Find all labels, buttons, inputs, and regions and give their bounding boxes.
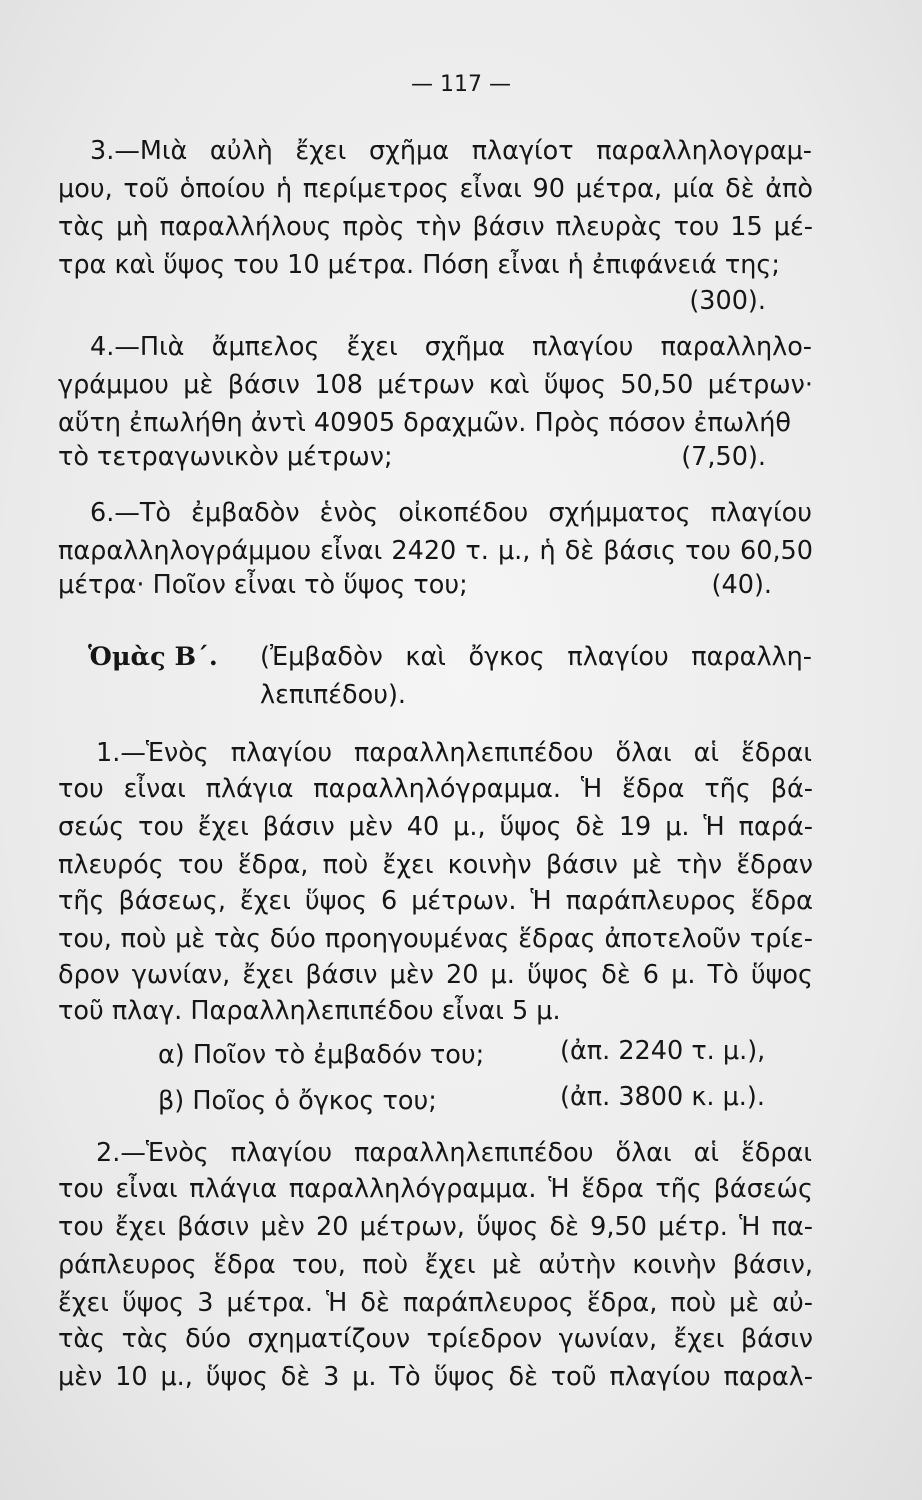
problem-4-line-4: τὸ τετραγωνικὸν μέτρων; bbox=[58, 442, 393, 472]
problem-b1-line-3: σεώς του ἔχει βάσιν μὲν 40 μ., ὕψος δὲ 19 μ. Ἡ παρά- bbox=[58, 812, 813, 842]
problem-b1-line-2: του εἶναι πλάγια παραλληλόγραμμα. Ἡ ἕδρα τῆς βά- bbox=[58, 774, 813, 804]
problem-4-line-1: 4.—Πιὰ ἄμπελος ἔχει σχῆμα πλαγίου παραλληλο- bbox=[90, 332, 812, 362]
problem-b1-question-a: α) Ποῖον τὸ ἐμβαδόν του; bbox=[158, 1040, 485, 1070]
problem-6-line-3: μέτρα· Ποῖον εἶναι τὸ ὕψος του; bbox=[58, 570, 468, 600]
problem-4-answer: (7,50). bbox=[681, 442, 766, 472]
problem-b2-line-2: του εἶναι πλάγια παραλληλόγραμμα. Ἡ ἕδρα τῆς βάσεώς bbox=[58, 1174, 813, 1204]
problem-b1-line-1: 1.—Ἑνὸς πλαγίου παραλληλεπιπέδου ὅλαι αἱ ἕδραι bbox=[96, 738, 812, 768]
problem-b2-line-6: τὰς τὰς δύο σχηματίζουν τρίεδρον γωνίαν, ἔχει βάσιν bbox=[58, 1324, 813, 1354]
group-b-label: Ὁμὰς Β΄. bbox=[88, 642, 218, 672]
problem-3-line-3: τὰς μὴ παραλλήλους πρὸς τὴν βάσιν πλευρὰς του 15 μέ- bbox=[58, 212, 813, 242]
problem-6-line-1: 6.—Τὸ ἐμβαδὸν ἑνὸς οἰκοπέδου σχήμματος πλαγίου bbox=[90, 498, 812, 528]
problem-4-line-3: αὕτη ἐπωλήθη ἀντὶ 40905 δραχμῶν. Πρὸς πόσον ἐπωλήθ bbox=[58, 408, 791, 438]
problem-b1-answer-a: (ἀπ. 2240 τ. μ.), bbox=[560, 1036, 766, 1066]
problem-6-answer: (40). bbox=[711, 570, 772, 600]
group-b-title-line-1: (Ἐμβαδὸν καὶ ὄγκος πλαγίου παραλλη- bbox=[260, 642, 812, 672]
problem-b1-line-6: του, ποὺ μὲ τὰς δύο προηγουμένας ἕδρας ἀποτελοῦν τρίε- bbox=[58, 924, 813, 954]
problem-4-line-2: γράμμου μὲ βάσιν 108 μέτρων καὶ ὕψος 50,50 μέτρων· bbox=[58, 370, 813, 400]
problem-3-line-1: 3.—Μιὰ αὐλὴ ἔχει σχῆμα πλαγίοτ παραλληλογραμ- bbox=[90, 136, 812, 166]
problem-b1-line-7: δρον γωνίαν, ἔχει βάσιν μὲν 20 μ. ὕψος δὲ 6 μ. Τὸ ὕψος bbox=[58, 960, 813, 990]
problem-6-last-row bbox=[58, 568, 772, 602]
problem-3-answer: (300). bbox=[689, 286, 766, 316]
problem-b2-line-7: μὲν 10 μ., ὕψος δὲ 3 μ. Τὸ ὕψος δὲ τοῦ πλαγίου παραλ- bbox=[58, 1362, 813, 1392]
problem-b2-line-4: ράπλευρος ἕδρα του, ποὺ ἔχει μὲ αὐτὴν κοινὴν βάσιν, bbox=[58, 1250, 813, 1280]
problem-b2-line-3: του ἔχει βάσιν μὲν 20 μέτρων, ὕψος δὲ 9,50 μέτρ. Ἡ πα- bbox=[58, 1212, 813, 1242]
problem-b2-line-1: 2.—Ἑνὸς πλαγίου παραλληλεπιπέδου ὅλαι αἱ ἕδραι bbox=[96, 1138, 812, 1168]
problem-b1-line-5: τῆς βάσεως, ἔχει ὕψος 6 μέτρων. Ἡ παράπλευρος ἕδρα bbox=[58, 886, 813, 916]
problem-b2-line-5: ἔχει ὕψος 3 μέτρα. Ἡ δὲ παράπλευρος ἕδρα, ποὺ μὲ αὐ- bbox=[58, 1288, 813, 1318]
problem-b1-line-4: πλευρός του ἕδρα, ποὺ ἔχει κοινὴν βάσιν μὲ τὴν ἕδραν bbox=[58, 850, 813, 880]
page-number: — 117 — bbox=[411, 72, 511, 97]
problem-3-line-4: τρα καὶ ὕψος του 10 μέτρα. Πόση εἶναι ἡ ἐπιφάνειά της; bbox=[58, 250, 780, 280]
problem-b1-answer-b: (ἀπ. 3800 κ. μ.). bbox=[560, 1082, 765, 1112]
group-b-title-line-2: λεπιπέδου). bbox=[260, 680, 407, 710]
problem-3-line-2: μου, τοῦ ὁποίου ἡ περίμετρος εἶναι 90 μέτρα, μία δὲ ἀπὸ bbox=[58, 174, 813, 204]
problem-b1-question-b: β) Ποῖος ὁ ὄγκος του; bbox=[158, 1086, 437, 1116]
problem-b1-line-8: τοῦ πλαγ. Παραλληλεπιπέδου εἶναι 5 μ. bbox=[58, 996, 561, 1026]
problem-6-line-2: παραλληλογράμμου εἶναι 2420 τ. μ., ἡ δὲ βάσις του 60,50 bbox=[58, 536, 813, 566]
problem-4-last-row bbox=[58, 440, 766, 474]
